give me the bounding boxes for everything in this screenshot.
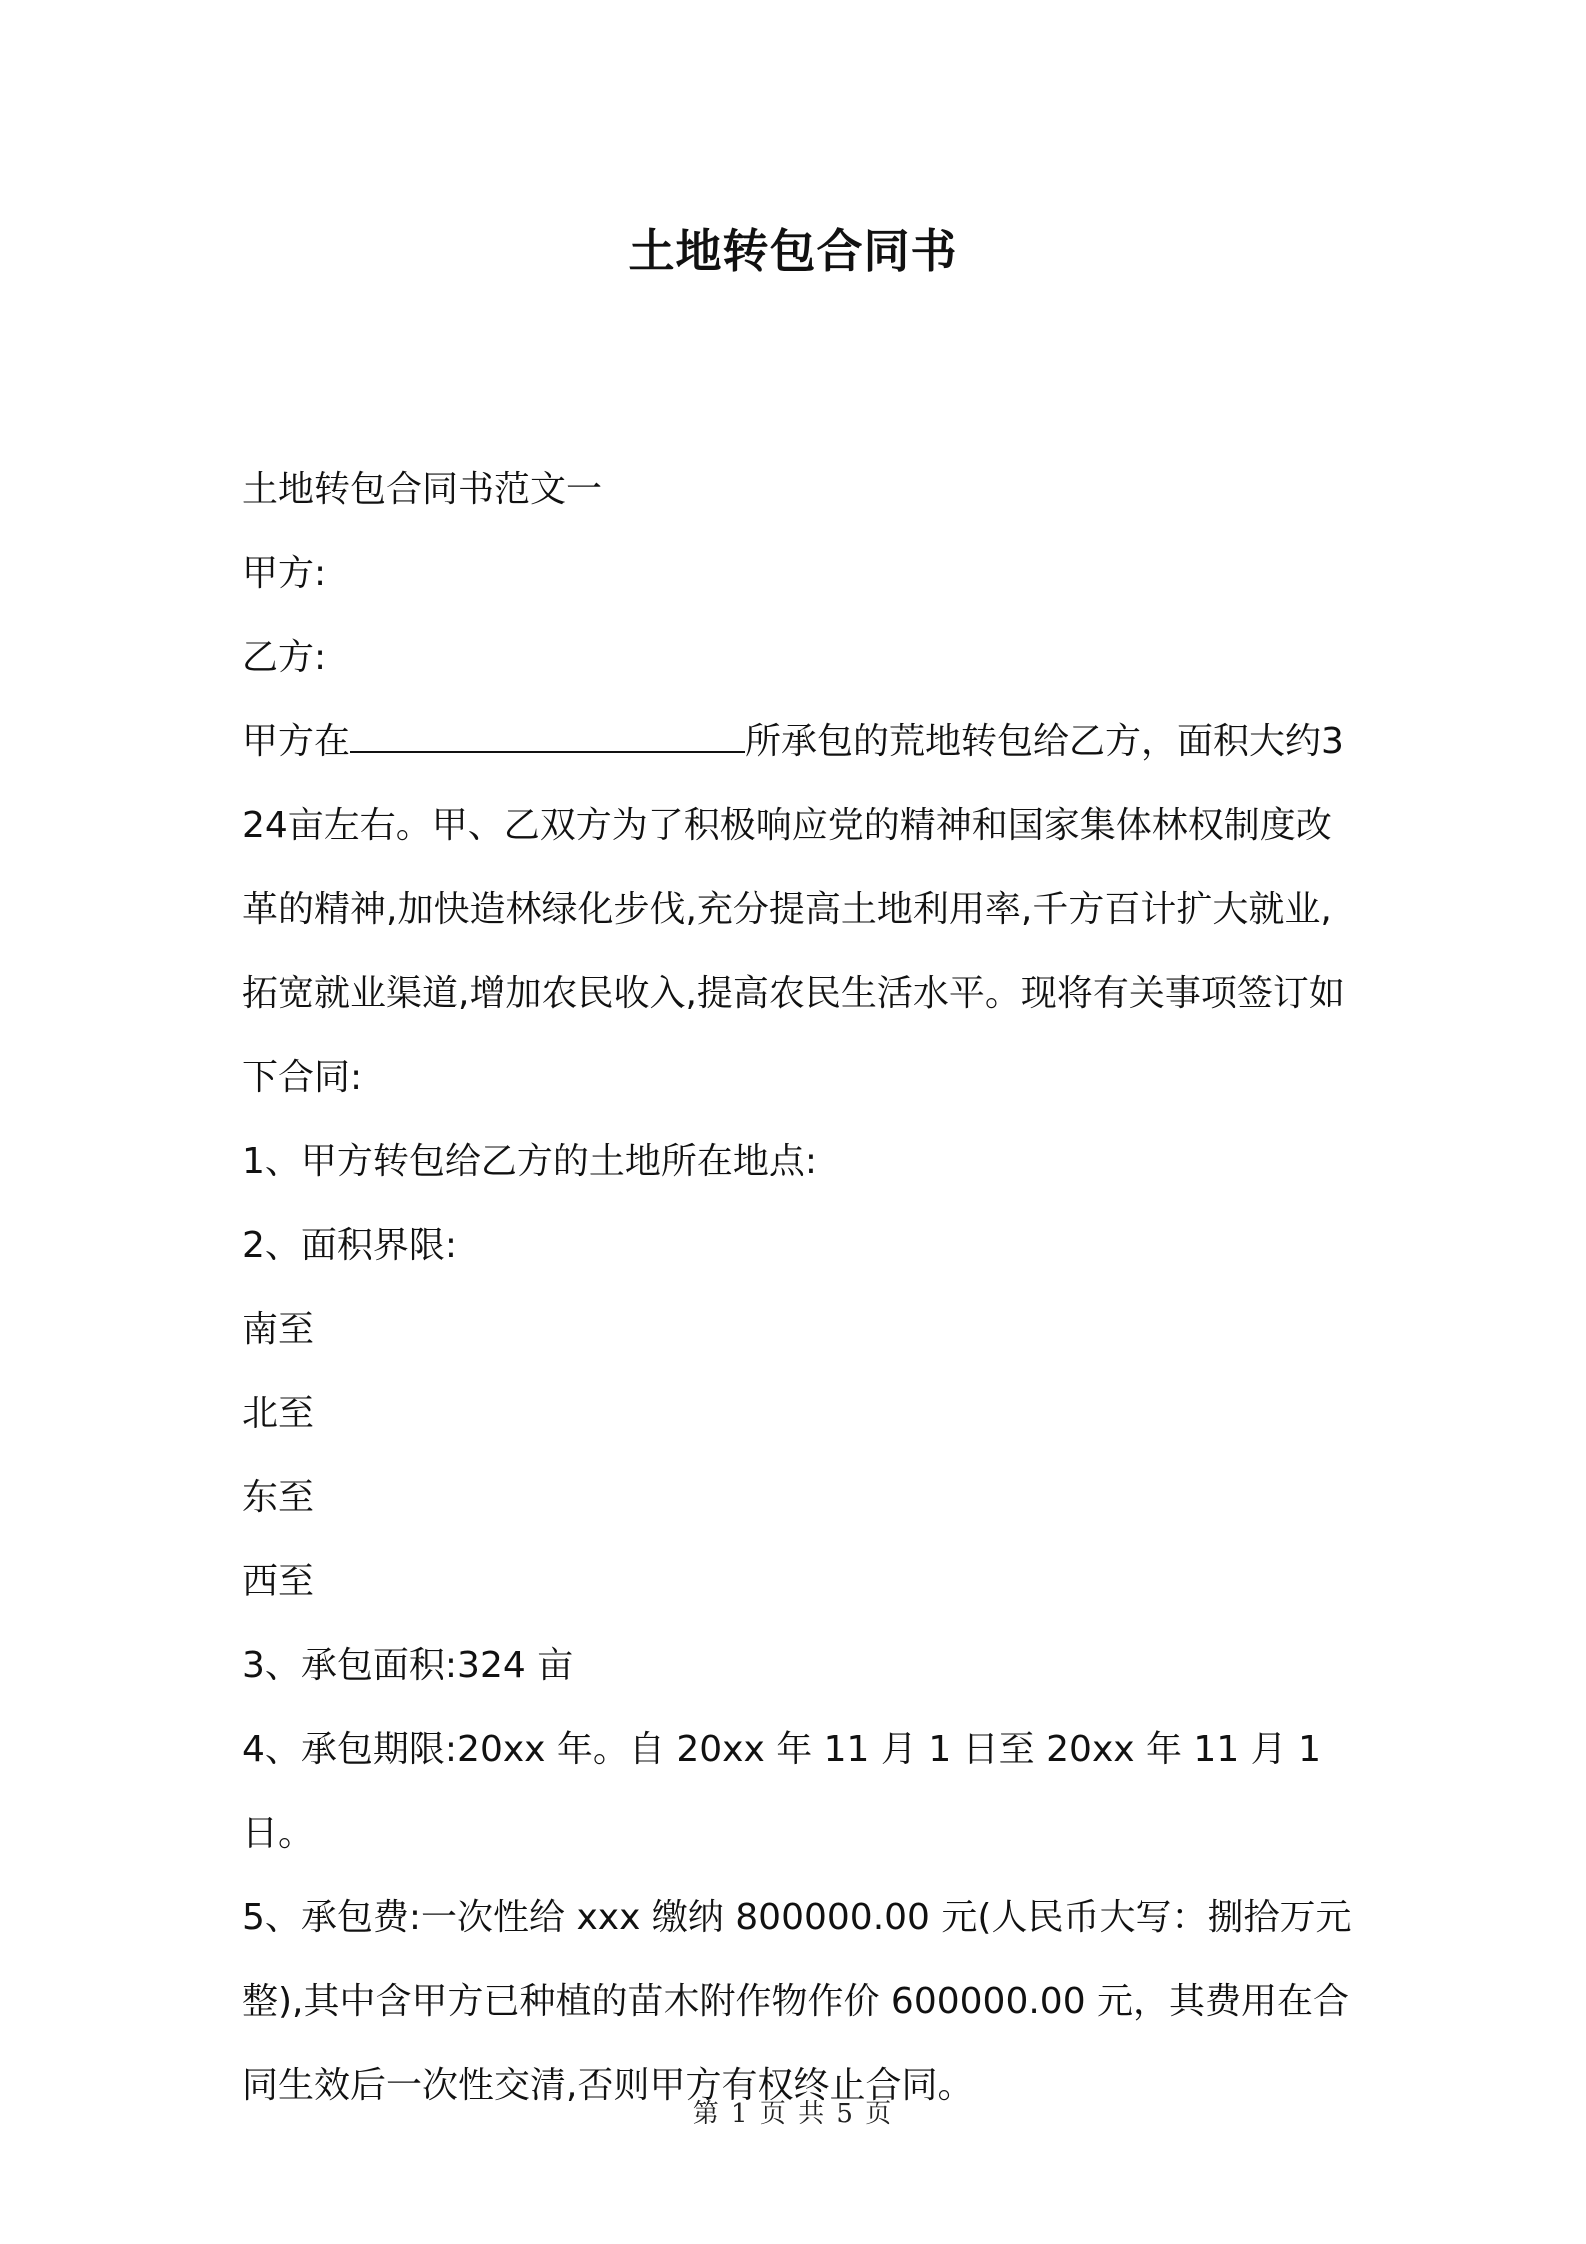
intro-suffix: 所承包的荒地转包给乙方，面积大约324亩左右。甲、乙双方为了积极响应党的精神和国家集体林权制度改革的精神,加快造林绿化步伐,充分提高土地利用率,千方百计扩大就业,拓宽就业渠道,增加农民收入,提高农民生活水平。现将有关事项签订如下合同:	[242, 721, 1345, 1098]
subtitle: 土地转包合同书范文一	[242, 469, 603, 510]
party-a-label: 甲方:	[242, 553, 327, 594]
boundary-west: 西至	[242, 1561, 315, 1602]
boundary-east: 东至	[242, 1477, 315, 1518]
document-body	[242, 448, 1352, 2128]
document-title: 土地转包合同书	[628, 224, 958, 278]
item-5: 5、承包费:一次性给 xxx 缴纳 800000.00 元(人民币大写：捌拾万元整),其中含甲方已种植的苗木附作物作价 600000.00 元，其费用在合同生效后一次性交清,否则甲方有权终止合同。	[242, 1897, 1352, 2106]
location-blank	[350, 721, 745, 753]
party-b-label: 乙方:	[242, 637, 327, 678]
intro-prefix: 甲方在	[242, 721, 351, 762]
item-4: 4、承包期限:20xx 年。自 20xx 年 11 月 1 日至 20xx 年 11 月 1 日。	[242, 1729, 1322, 1854]
intro-paragraph	[242, 700, 1352, 1120]
boundary-north: 北至	[242, 1393, 315, 1434]
item-3: 3、承包面积:324 亩	[242, 1645, 574, 1686]
item-1: 1、甲方转包给乙方的土地所在地点:	[242, 1141, 818, 1182]
page-number-footer: 第 1 页 共 5 页	[692, 2099, 894, 2129]
boundary-south: 南至	[242, 1309, 315, 1350]
item-2: 2、面积界限:	[242, 1225, 458, 1266]
